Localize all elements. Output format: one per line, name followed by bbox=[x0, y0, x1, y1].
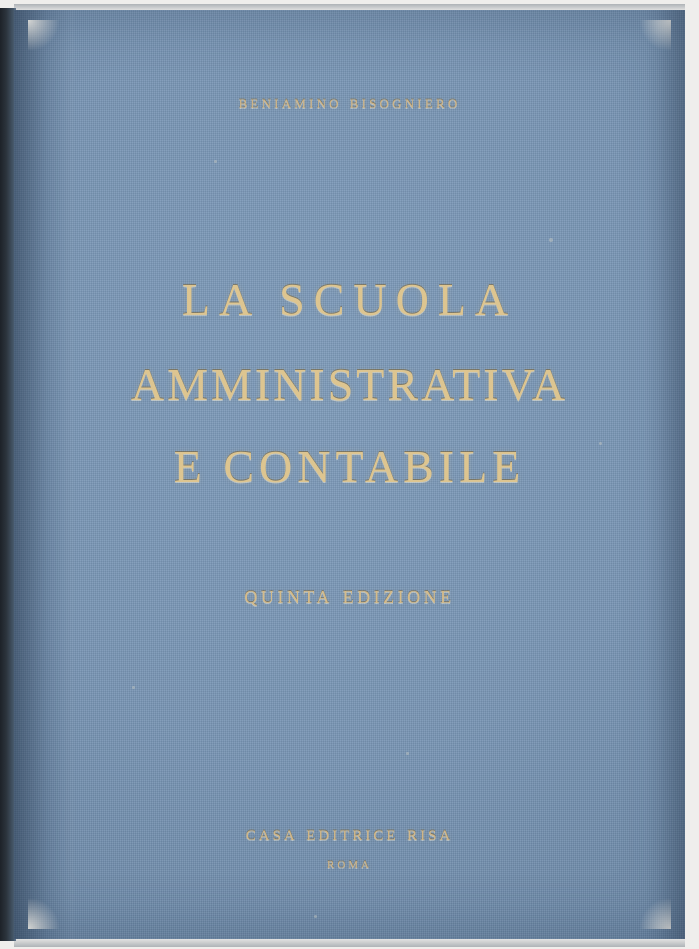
corner-wear-top-left bbox=[28, 20, 62, 50]
title-line-2: AMMINISTRATIVA bbox=[130, 359, 569, 410]
front-cover bbox=[14, 10, 685, 939]
corner-wear-bottom-right bbox=[637, 899, 671, 929]
edition-statement: quinta edizione bbox=[244, 582, 455, 609]
cloth-speck bbox=[549, 238, 553, 242]
publisher-name: casa editrice risa bbox=[245, 820, 454, 845]
cloth-speck bbox=[214, 160, 217, 163]
corner-wear-bottom-left bbox=[28, 899, 62, 929]
cloth-speck bbox=[314, 915, 317, 918]
corner-wear-top-right bbox=[637, 20, 671, 50]
cloth-speck bbox=[132, 686, 135, 689]
cloth-speck bbox=[406, 752, 409, 755]
title-line-1: LA SCUOLA bbox=[181, 274, 518, 325]
title-line-3: E CONTABILE bbox=[173, 441, 526, 492]
author-name: beniamino bisogniero bbox=[238, 92, 461, 113]
publisher-city: roma bbox=[326, 856, 372, 872]
